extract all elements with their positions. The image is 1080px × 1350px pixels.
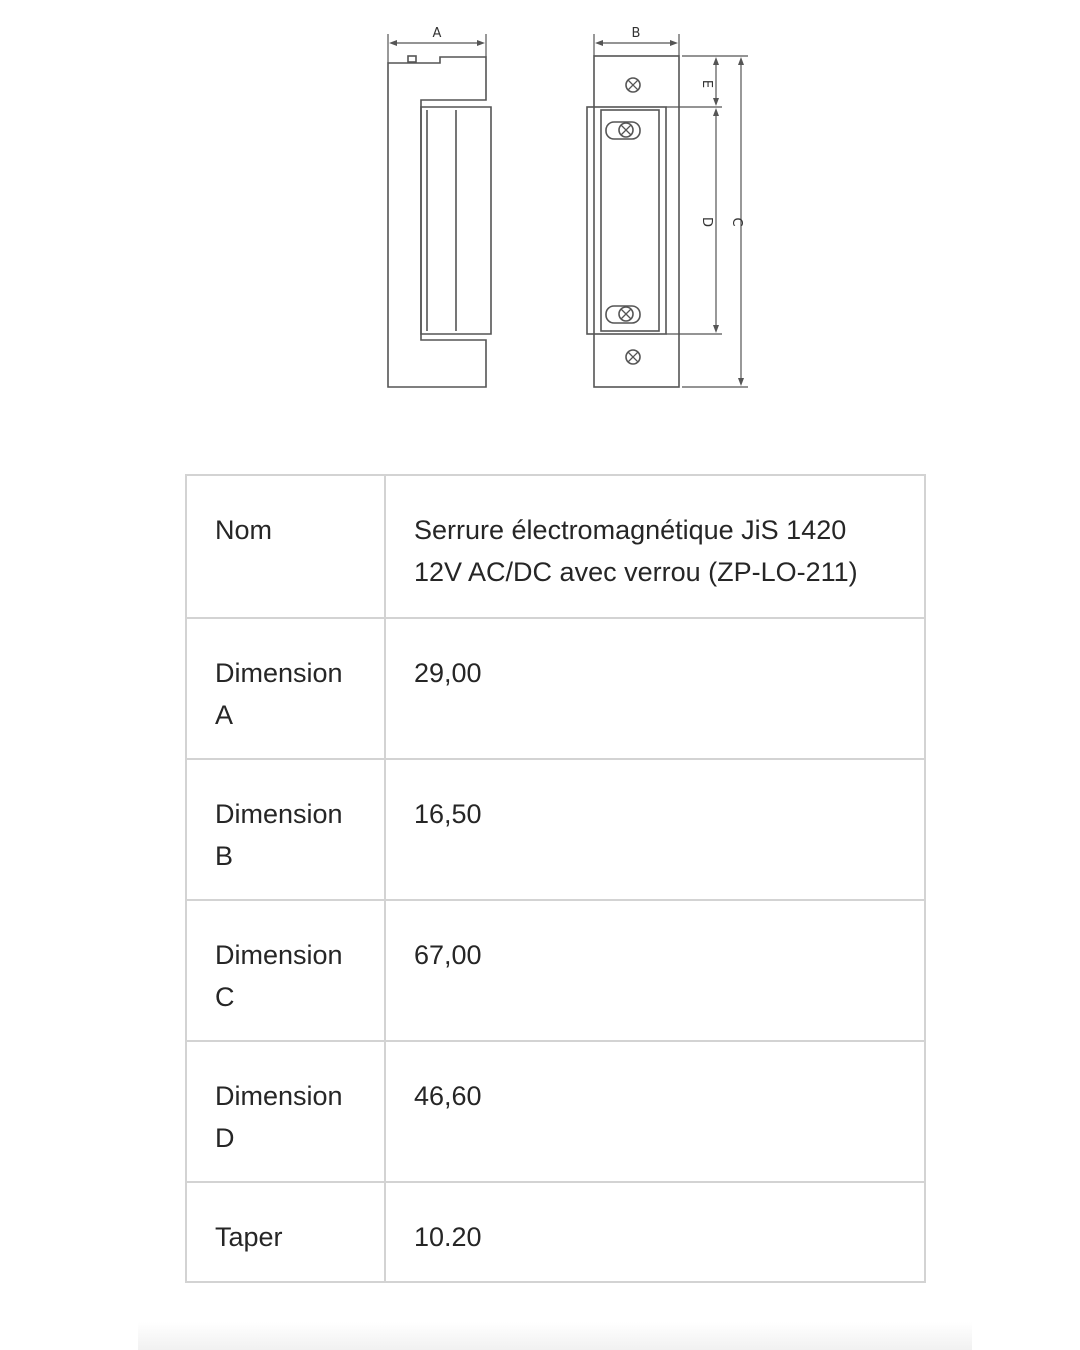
side-view-plate	[421, 107, 491, 334]
front-view-plate	[587, 107, 666, 334]
table-row	[186, 618, 925, 759]
spec-value: 67,00	[385, 900, 925, 1041]
table-row	[186, 1041, 925, 1182]
spec-label: Taper	[186, 1182, 385, 1282]
spec-label: Nom	[186, 475, 385, 618]
bottom-shadow	[138, 1322, 972, 1350]
spec-label: Dimension A	[186, 618, 385, 759]
spec-label: Dimension B	[186, 759, 385, 900]
spec-label: Dimension D	[186, 1041, 385, 1182]
spec-value: 10.20	[385, 1182, 925, 1282]
spec-table	[185, 474, 926, 1283]
label-d: D	[699, 216, 714, 228]
table-row	[186, 475, 925, 618]
label-c: C	[729, 217, 744, 227]
table-row	[186, 900, 925, 1041]
technical-drawing	[0, 0, 1080, 420]
spec-value: 29,00	[385, 618, 925, 759]
side-view-notch	[408, 56, 416, 62]
spec-label: Dimension C	[186, 900, 385, 1041]
spec-value: 16,50	[385, 759, 925, 900]
spec-value: 46,60	[385, 1041, 925, 1182]
label-b: B	[631, 26, 641, 41]
label-a: A	[432, 26, 442, 41]
label-e: E	[699, 79, 714, 89]
table-row	[186, 1182, 925, 1282]
table-row	[186, 759, 925, 900]
front-view-inner	[601, 110, 659, 331]
spec-value: Serrure électromagnétique JiS 1420 12V AC/DC avec verrou (ZP-LO-211)	[385, 475, 925, 618]
